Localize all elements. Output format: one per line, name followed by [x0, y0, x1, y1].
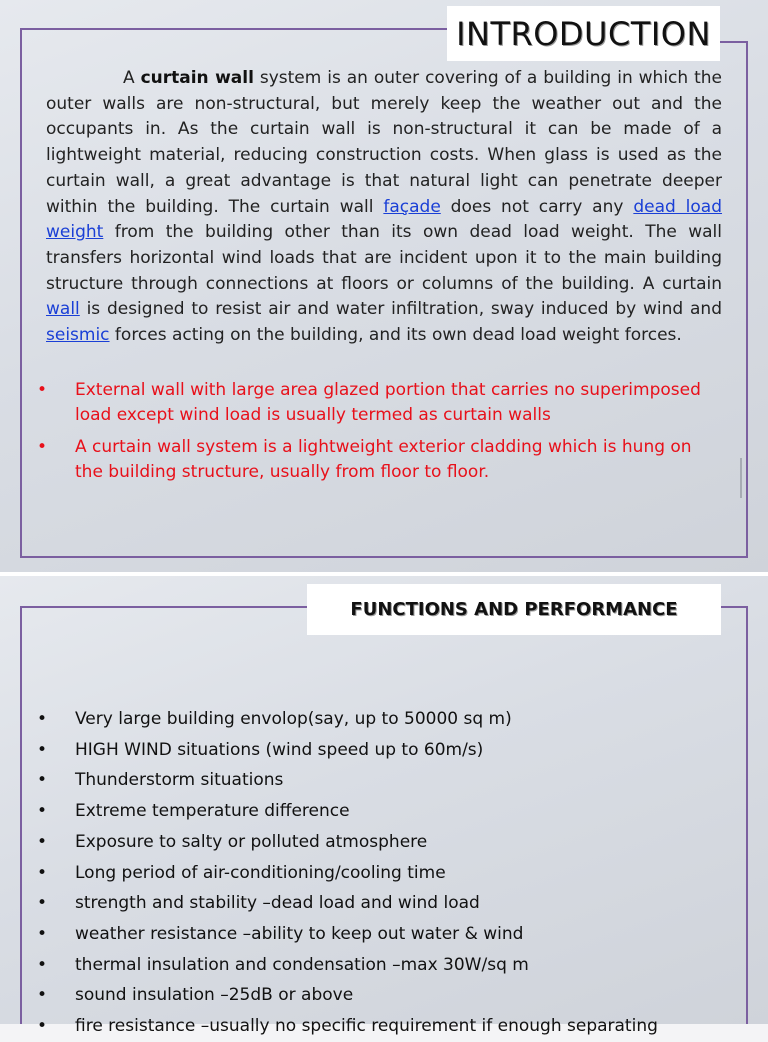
bullet-icon: • [37, 831, 48, 852]
frame-top-line-left [20, 28, 449, 30]
dead-load-weight-link[interactable]: dead load weight [46, 196, 723, 243]
frame-bottom-line [20, 556, 748, 558]
slide-functions-performance [0, 576, 768, 1037]
bullet-icon: • [37, 1016, 48, 1037]
list-item [32, 796, 722, 827]
bullet-text: strength and stability –dead load and wind load [75, 893, 480, 914]
list-item [32, 827, 722, 858]
frame-left-line [20, 28, 22, 558]
bullet-text: Very large building envolop(say, up to 50000 sq m) [75, 709, 512, 729]
intro-paragraph [46, 66, 722, 349]
slide-title [447, 6, 720, 61]
bullet-icon: • [37, 739, 48, 760]
intro-bullet-list [32, 378, 722, 492]
bullet-icon: • [37, 893, 48, 914]
performance-bullet-list [32, 704, 722, 1042]
frame-top-line-left [20, 606, 309, 608]
frame-top-line-right [720, 606, 748, 608]
facade-link[interactable]: façade [383, 196, 441, 217]
list-item [32, 858, 722, 889]
list-item [32, 919, 722, 950]
frame-right-line [746, 606, 748, 1024]
para-bold-term: curtain wall [140, 68, 254, 88]
bullet-text: Thunderstorm situations [75, 770, 284, 791]
para-text: from the building other than its own dead load weight. The wall transfers horizontal wind loads that are incident upon it to the main building structure through connections at floors or columns of the building. A curtain [46, 222, 722, 294]
para-text: A [123, 68, 141, 88]
bullet-icon: • [37, 923, 48, 944]
list-item [32, 1011, 722, 1042]
bullet-text: Exposure to salty or polluted atmosphere [75, 831, 428, 852]
para-text: forces acting on the building, and its own dead load weight forces. [109, 325, 682, 346]
list-item [32, 735, 722, 766]
bullet-text: fire resistance –usually no specific requirement if enough separating [75, 1016, 658, 1037]
bullet-text: A curtain wall system is a lightweight exterior cladding which is hung on the building structure, usually from floor to floor. [75, 437, 692, 482]
seismic-link[interactable]: seismic [46, 325, 110, 346]
bullet-text: Extreme temperature difference [75, 801, 350, 822]
list-item [32, 765, 722, 796]
bullet-text: weather resistance –ability to keep out water & wind [75, 923, 524, 944]
bullet-icon: • [37, 770, 48, 791]
slide-title [307, 584, 721, 635]
bullet-text: sound insulation –25dB or above [75, 985, 354, 1006]
bullet-text: External wall with large area glazed portion that carries no superimposed load except wind load is usually termed as curtain walls [75, 380, 701, 425]
slide-title-text: INTRODUCTION [456, 14, 711, 53]
list-item [32, 888, 722, 919]
bullet-text: thermal insulation and condensation –max 30W/sq m [75, 954, 529, 975]
list-item [32, 704, 722, 735]
bullet-icon: • [37, 801, 48, 822]
para-text: system is an outer covering of a building in which the outer walls are non-structural, but merely keep the weather out and the occupants in. As the curtain wall is non-structural it can be made of a lightweight material, reducing construction costs. When glass is used as the curtain wall, a great advantage is that natural light can penetrate deeper within the building. The curtain wall [46, 68, 722, 217]
bullet-icon: • [37, 954, 48, 975]
bullet-icon: • [37, 709, 48, 729]
para-text: is designed to resist air and water infiltration, sway induced by wind and [79, 299, 722, 320]
bullet-icon: • [37, 985, 48, 1006]
frame-top-line-right [720, 41, 748, 43]
list-item [32, 980, 722, 1011]
slide-title-text: FUNCTIONS AND PERFORMANCE [350, 599, 678, 620]
frame-right-line [746, 41, 748, 558]
bullet-icon: • [37, 437, 48, 457]
list-item [32, 378, 722, 428]
bullet-icon: • [37, 380, 48, 400]
bullet-text: Long period of air-conditioning/cooling time [75, 862, 446, 883]
list-item [32, 435, 722, 485]
para-text: does not carry any [440, 196, 634, 217]
wall-link[interactable]: wall [46, 299, 80, 320]
bullet-text: HIGH WIND situations (wind speed up to 60m/s) [75, 739, 484, 760]
bullet-icon: • [37, 862, 48, 883]
frame-left-line [20, 606, 22, 1024]
list-item [32, 950, 722, 981]
divider [740, 458, 742, 498]
